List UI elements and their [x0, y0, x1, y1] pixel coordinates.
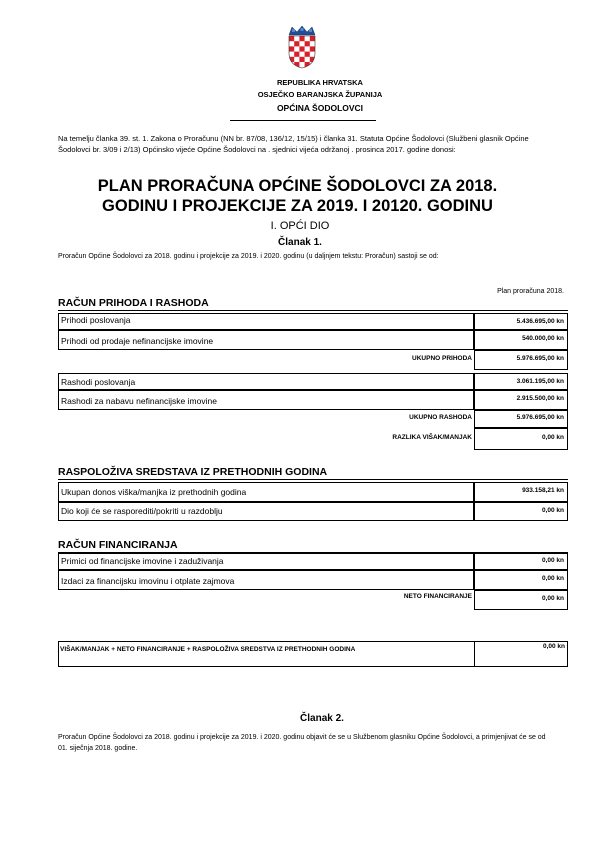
row-carryover-value: 933.158,21 kn [474, 482, 568, 502]
section-available-funds-rule [58, 479, 568, 480]
total-income-label: UKUPNO PRIHODA [412, 355, 472, 362]
article-2-heading: Članak 2. [300, 713, 344, 724]
row-nonfinancial-purchase-label: Rashodi za nabavu nefinancijske imovine [58, 390, 474, 410]
total-income-value: 5.976.695,00 kn [474, 350, 568, 370]
section-available-funds-title: RASPOLOŽIVA SREDSTAVA IZ PRETHODNIH GODINA [58, 466, 328, 478]
row-allocated-label: Dio koji će se rasporediti/pokriti u razdoblju [58, 502, 474, 521]
title-line-1: PLAN PRORAČUNA OPĆINE ŠODOLOVCI ZA 2018. [97, 177, 498, 195]
coat-of-arms-logo [287, 25, 317, 69]
document-title [40, 176, 555, 216]
intro-paragraph: Na temelju članka 39. st. 1. Zakona o Proračunu (NN br. 87/08, 136/12, 15/15) i članka 31. Statuta Općine Šodolovci (Službeni glasnik Općine Šodolovci br. 3/09 i 2/13) Općinsko vijeće Općine Šodolovci na . sjednici vijeća održanoj . prosinca 2017. godine donosi: [58, 134, 529, 154]
final-summary-value: 0,00 kn [542, 643, 565, 650]
header-county: OSJEČKO BARANJSKA ŽUPANIJA [257, 90, 383, 99]
section-income-expense-title: RAČUN PRIHODA I RASHODA [58, 297, 209, 309]
header-country: REPUBLIKA HRVATSKA [277, 78, 363, 87]
article-1-heading: Članak 1. [278, 237, 322, 248]
row-financing-outlays-label: Izdaci za financijsku imovinu i otplate zajmova [58, 570, 474, 590]
row-operating-expense-label: Rashodi poslovanja [58, 373, 474, 390]
section-financing-title: RAČUN FINANCIRANJA [58, 539, 178, 551]
total-expense-label: UKUPNO RASHODA [409, 414, 472, 421]
difference-label: RAZLIKA VIŠAK/MANJAK [392, 434, 472, 441]
row-financing-outlays-value: 0,00 kn [474, 570, 568, 590]
row-carryover-label: Ukupan donos viška/manjka iz prethodnih godina [58, 482, 474, 502]
net-financing-label: NETO FINANCIRANJE [403, 593, 472, 600]
row-financing-receipts-label: Primici od financijske imovine i zaduživanja [58, 553, 474, 570]
header-divider [230, 120, 376, 121]
row-operating-income-label: Prihodi poslovanja [58, 313, 474, 330]
row-allocated-value: 0,00 kn [474, 502, 568, 521]
article-2-text: Proračun Općine Šodolovci za 2018. godinu i projekcije za 2019. i 2020. godinu objavit će se u Službenom glasniku Općine Šodolovci, a primjenjivat će se od 01. siječnja 2018. godine. [58, 734, 546, 752]
section-income-expense-rule [58, 310, 568, 311]
total-expense-value: 5.976.695,00 kn [474, 410, 568, 428]
row-nonfinancial-sale-label: Prihodi od prodaje nefinancijske imovine [58, 330, 474, 350]
row-nonfinancial-purchase-value: 2.915.500,00 kn [474, 390, 568, 410]
plan-column-header: Plan proračuna 2018. [497, 288, 564, 295]
net-financing-value: 0,00 kn [474, 590, 568, 610]
part-heading: I. OPĆI DIO [270, 220, 330, 232]
row-operating-income-value: 5.436.695,00 kn [474, 313, 568, 330]
row-financing-receipts-value: 0,00 kn [474, 553, 568, 570]
title-line-2: GODINU I PROJEKCIJE ZA 2019. I 20120. GODINU [102, 197, 493, 215]
row-nonfinancial-sale-value: 540.000,00 kn [474, 330, 568, 350]
final-summary-label: VIŠAK/MANJAK + NETO FINANCIRANJE + RASPOLOŽIVA SREDSTVA IZ PRETHODNIH GODINA [60, 646, 356, 653]
article-1-text: Proračun Općine Šodolovci za 2018. godinu i projekcije za 2019. i 2020. godinu (u daljnjem tekstu: Proračun) sastoji se od: [58, 253, 439, 260]
header-municipality: OPĆINA ŠODOLOVCI [276, 103, 364, 113]
row-operating-expense-value: 3.061.195,00 kn [474, 373, 568, 390]
difference-value: 0,00 kn [474, 428, 568, 450]
